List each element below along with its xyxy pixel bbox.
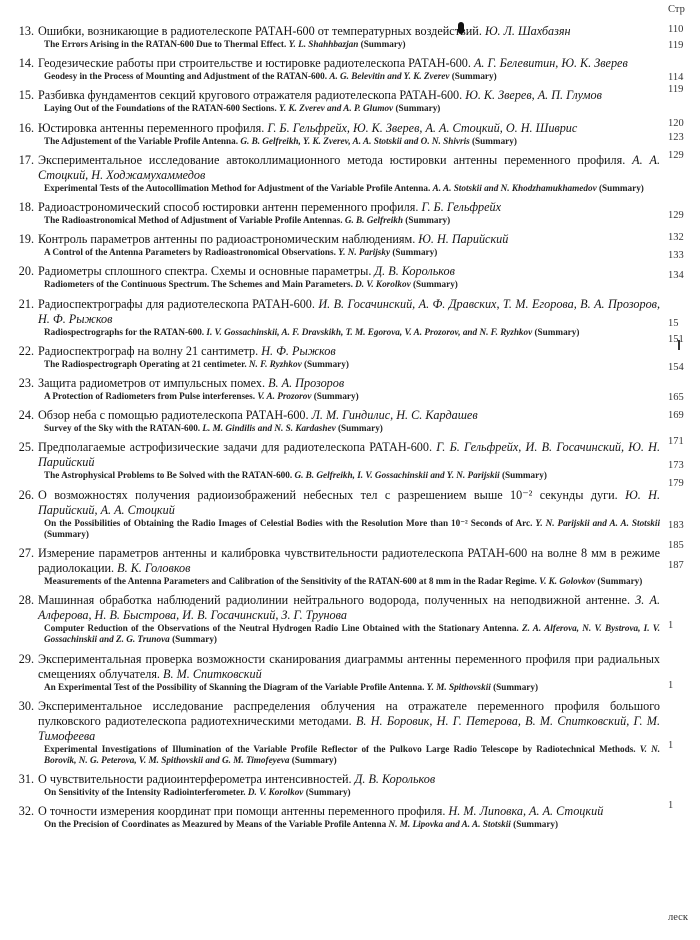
- entry-number: 19.: [18, 232, 34, 247]
- bibliography-entry: [10, 804, 660, 830]
- entry-body: [38, 440, 660, 481]
- bibliography-entry: [10, 56, 660, 82]
- entry-number: 22.: [18, 343, 34, 358]
- summary-label: (Summary): [598, 182, 644, 193]
- russian-title: Радиоспектрографы для радиотелескопа РАТАН-600.: [38, 296, 315, 311]
- entry-number: 24.: [18, 408, 34, 423]
- russian-authors: Н. Ф. Рыжков: [261, 343, 336, 358]
- entry-body: [38, 24, 660, 50]
- summary-label: (Summary): [337, 423, 383, 434]
- russian-title: Машинная обработка наблюдений радиолинии нейтрального водорода, полученных на неподвижной антенне.: [38, 593, 630, 608]
- margin-fragment: 165: [668, 392, 684, 403]
- entry-body: [38, 546, 660, 587]
- english-title: Geodesy in the Process of Mounting and Adjustment of the RATAN-600.: [44, 71, 328, 82]
- english-authors: Y. N. Parijskii and A. A. Stotskii: [535, 517, 661, 528]
- margin-fragment: Стр: [668, 4, 685, 15]
- margin-fragment: 171: [668, 436, 684, 447]
- summary-label: (Summary): [405, 215, 451, 226]
- russian-title: Защита радиометров от импульсных помех.: [38, 376, 266, 391]
- english-title: The Astrophysical Problems to Be Solved with the RATAN-600.: [44, 470, 293, 481]
- bibliography-entry: [10, 593, 660, 645]
- margin-fragment: 187: [668, 560, 684, 571]
- margin-fragment: 119: [668, 84, 684, 95]
- entry-body: [38, 772, 660, 798]
- russian-authors: З. А. Алферова, Н. В. Быстрова, И. В. Госачинский, З. Г. Трунова: [38, 593, 660, 623]
- bibliography-entry: [10, 232, 660, 258]
- english-authors: V. N. Borovik, N. G. Peterova, V. M. Spithovskii and G. M. Timofeyeva: [44, 743, 661, 766]
- english-title: On the Possibilities of Obtaining the Radio Images of Celestial Bodies with the Resolution More than 10⁻² Seconds of Arc.: [44, 517, 533, 528]
- english-title-line: [44, 423, 660, 434]
- russian-title-line: [38, 344, 660, 359]
- margin-fragment: 1: [668, 620, 674, 631]
- russian-title: Ошибки, возникающие в радиотелескопе РАТАН-600 от температурных воздействий.: [38, 24, 482, 38]
- entry-number: 18.: [18, 200, 34, 215]
- english-title-line: [44, 71, 660, 82]
- summary-label: (Summary): [44, 528, 89, 539]
- entry-body: [38, 200, 660, 226]
- russian-authors: Н. М. Липовка, А. А. Стоцкий: [448, 804, 604, 819]
- margin-fragment: 110: [668, 24, 684, 35]
- english-title: Measurements of the Antenna Parameters and Calibration of the Sensitivity of the RATAN-600 at 8 mm in the Radar Regime.: [44, 576, 537, 587]
- russian-title: О возможностях получения радиоизображений небесных тел с разрешением выше 10⁻² секунды дуги.: [38, 487, 618, 502]
- margin-fragment: 15: [668, 318, 679, 329]
- russian-title: Экспериментальная проверка возможности сканирования диаграммы антенны переменного профиля при радиальных смещениях облучателя.: [38, 651, 660, 681]
- margin-fragment: 179: [668, 478, 684, 489]
- english-title: The Adjustement of the Variable Profile Antenna.: [44, 135, 239, 146]
- bibliography-entry: [10, 24, 660, 50]
- entry-body: [38, 121, 660, 147]
- bibliography-entry: [10, 200, 660, 226]
- english-title-line: [44, 39, 660, 50]
- bibliography-entry: [10, 408, 660, 434]
- entry-body: [38, 652, 660, 693]
- russian-title: Предполагаемые астрофизические задачи для радиотелескопа РАТАН-600.: [38, 440, 433, 455]
- entry-body: [38, 344, 660, 370]
- margin-fragment: 133: [668, 250, 684, 261]
- english-title-line: [44, 391, 660, 402]
- margin-fragment: 134: [668, 270, 684, 281]
- margin-fragment: 151: [668, 334, 684, 345]
- entry-number: 23.: [18, 376, 34, 391]
- summary-label: (Summary): [303, 358, 349, 369]
- entry-number: 27.: [18, 546, 34, 561]
- english-title: Computer Reduction of the Observations of the Neutral Hydrogen Radio Line Obtained with the Stationary Antenna.: [44, 623, 519, 634]
- margin-fragment: 119: [668, 40, 684, 51]
- entry-body: [38, 56, 660, 82]
- english-authors: L. M. Gindilis and N. S. Kardashev: [202, 423, 336, 434]
- russian-authors: Д. В. Корольков: [374, 264, 455, 279]
- margin-fragment: 154: [668, 362, 684, 373]
- english-title-line: [44, 136, 660, 147]
- russian-title-line: [38, 121, 660, 136]
- english-authors: Y. L. Shahhbazjan: [288, 39, 359, 49]
- bibliography-entry: [10, 546, 660, 587]
- russian-title: О чувствительности радиоинтерферометра интенсивностей.: [38, 772, 352, 787]
- english-authors: Y. N. Parijsky: [338, 247, 391, 258]
- russian-title-line: [38, 153, 660, 183]
- russian-title-line: [38, 699, 660, 744]
- english-title: An Experimental Test of the Possibility of Skanning the Diagram of the Variable Profile Antenna.: [44, 681, 425, 692]
- entry-number: 28.: [18, 593, 34, 608]
- english-authors: N. M. Lipovka and A. A. Stotskii: [388, 819, 511, 830]
- summary-label: (Summary): [395, 103, 441, 114]
- english-title-line: [44, 576, 660, 587]
- summary-label: (Summary): [392, 247, 438, 258]
- english-title: A Control of the Antenna Parameters by Radioastronomical Observations.: [44, 247, 336, 258]
- margin-fragment: 132: [668, 232, 684, 243]
- english-title-line: [44, 819, 660, 830]
- bibliography-entry: [10, 297, 660, 338]
- english-authors: A. G. Belevitin and Y. K. Zverev: [329, 71, 450, 82]
- russian-authors: А. Г. Белевитин, Ю. К. Зверев: [473, 56, 628, 71]
- entry-number: 31.: [18, 772, 34, 787]
- margin-fragment: 123: [668, 132, 684, 143]
- russian-title: О точности измерения координат при помощи антенны переменного профиля.: [38, 804, 446, 819]
- margin-fragment: 114: [668, 72, 684, 83]
- entry-number: 15.: [18, 88, 34, 103]
- russian-title-line: [38, 88, 660, 103]
- russian-title: Экспериментальное исследование распределения облучения на отражателе переменного профиля большого пулковского радиотелескопа радиотехническими методами.: [38, 698, 660, 728]
- bibliography-entry: [10, 488, 660, 540]
- russian-title-line: [38, 772, 660, 787]
- english-title-line: [44, 787, 660, 798]
- entry-number: 16.: [18, 120, 34, 135]
- english-authors: G. B. Gelfreikh, Y. K. Zverev, A. A. Stotskii and O. N. Shivris: [240, 135, 470, 146]
- margin-fragment: 1: [668, 680, 674, 691]
- english-authors: V. K. Golovkov: [539, 576, 596, 587]
- english-authors: Y. M. Spithovskii: [426, 681, 491, 692]
- entry-body: [38, 297, 660, 338]
- russian-title-line: [38, 376, 660, 391]
- russian-authors: В. Н. Боровик, Н. Г. Петерова, В. М. Спитковский, Г. М. Тимофеева: [38, 713, 660, 743]
- english-title: The Radioastronomical Method of Adjustment of Variable Profile Antennas.: [44, 215, 343, 226]
- entry-number: 26.: [18, 487, 34, 502]
- bibliography-entry: [10, 264, 660, 290]
- english-authors: Z. A. Alferova, N. V. Bystrova, I. V. Gossachinskii and Z. G. Trunova: [44, 623, 660, 645]
- entry-number: 14.: [18, 56, 34, 71]
- summary-label: (Summary): [305, 787, 351, 798]
- russian-title: Радиоспектрограф на волну 21 сантиметр.: [38, 343, 259, 358]
- english-title-line: [44, 744, 660, 766]
- russian-title: Экспериментальное исследование автоколлимационного метода юстировки антенны переменного профиля.: [38, 152, 626, 167]
- margin-fragment: 1: [668, 800, 674, 811]
- english-title-line: [44, 518, 660, 540]
- entry-number: 21.: [18, 296, 34, 311]
- entry-body: [38, 153, 660, 194]
- entry-body: [38, 593, 660, 645]
- english-title-line: [44, 682, 660, 693]
- russian-title-line: [38, 56, 660, 71]
- entry-body: [38, 232, 660, 258]
- entry-body: [38, 88, 660, 114]
- entry-body: [38, 376, 660, 402]
- bibliography-entry: [10, 772, 660, 798]
- english-authors: Y. K. Zverev and A. P. Glumov: [278, 103, 394, 114]
- russian-title: Геодезические работы при строительстве и юстировке радиотелескопа РАТАН-600.: [38, 56, 471, 71]
- english-title-line: [44, 103, 660, 114]
- russian-title: Контроль параметров антенны по радиоастрономическим наблюдениям.: [38, 232, 416, 247]
- english-title: The Errors Arising in the RATAN-600 Due to Thermal Effect.: [44, 39, 287, 49]
- russian-authors: Д. В. Корольков: [354, 772, 436, 787]
- english-title-line: [44, 215, 660, 226]
- english-title: Experimental Investigations of Illumination of the Variable Profile Reflector of the Pulkovo Large Radio Telescope by Radiotechnical Methods.: [44, 743, 636, 754]
- english-title: On the Precision of Coordinates as Meazured by Means of the Variable Profile Antenna: [44, 819, 387, 830]
- russian-title-line: [38, 264, 660, 279]
- russian-title-line: [38, 593, 660, 623]
- russian-authors: В. А. Прозоров: [268, 376, 345, 391]
- english-title: Radiometers of the Continuous Spectrum. The Schemes and Main Parameters.: [44, 279, 353, 290]
- russian-title-line: [38, 652, 660, 682]
- russian-title-line: [38, 232, 660, 247]
- entry-number: 30.: [18, 698, 34, 713]
- margin-fragment: 183: [668, 520, 684, 531]
- russian-title-line: [38, 24, 660, 39]
- russian-title-line: [38, 804, 660, 819]
- margin-fragment: леск: [668, 912, 688, 923]
- margin-fragment: 120: [668, 118, 684, 129]
- summary-label: (Summary): [597, 576, 643, 587]
- summary-label: (Summary): [472, 135, 517, 146]
- russian-authors: В. К. Головков: [117, 561, 191, 576]
- russian-title: Радиометры сплошного спектра. Схемы и основные параметры.: [38, 264, 372, 279]
- russian-authors: Ю. К. Зверев, А. П. Глумов: [465, 88, 602, 103]
- russian-authors: Л. М. Гиндилис, Н. С. Кардашев: [311, 408, 478, 423]
- entry-number: 29.: [18, 651, 34, 666]
- english-authors: G. B. Gelfreikh: [344, 215, 403, 226]
- english-title-line: [44, 359, 660, 370]
- english-title: Survey of the Sky with the RATAN-600.: [44, 423, 201, 434]
- summary-label: (Summary): [493, 681, 539, 692]
- bibliography-entry: [10, 88, 660, 114]
- english-title-line: [44, 279, 660, 290]
- entry-body: [38, 699, 660, 766]
- russian-authors: Ю. Л. Шахбазян: [484, 24, 571, 38]
- english-title: Radiospectrographs for the RATAN-600.: [44, 326, 205, 337]
- russian-title: Измерение параметров антенны и калибровка чувствительности радиотелескопа РАТАН-600 на волне 8 мм в режиме радиолокации.: [38, 546, 660, 576]
- russian-authors: И. В. Госачинский, А. Ф. Дравских, Т. М. Егорова, В. А. Прозоров, Н. Ф. Рыжков: [38, 296, 660, 326]
- english-authors: D. V. Korolkov: [247, 787, 304, 798]
- russian-title-line: [38, 440, 660, 470]
- english-title-line: [44, 470, 660, 481]
- russian-title-line: [38, 488, 660, 518]
- english-title: On Sensitivity of the Intensity Radiointerferometer.: [44, 787, 246, 798]
- russian-title-line: [38, 297, 660, 327]
- russian-title-line: [38, 200, 660, 215]
- bibliography-entry: [10, 440, 660, 481]
- entry-body: [38, 804, 660, 830]
- entry-body: [38, 488, 660, 540]
- summary-label: (Summary): [501, 470, 547, 481]
- margin-fragment: 1: [668, 740, 674, 751]
- entry-number: 20.: [18, 264, 34, 279]
- entry-number: 13.: [18, 24, 34, 38]
- russian-authors: Г. Б. Гельфрейх, И. В. Госачинский, Ю. Н. Парийский: [38, 440, 661, 470]
- summary-label: (Summary): [313, 391, 359, 402]
- russian-authors: А. А. Стоцкий, Н. Ходжамухаммедов: [38, 152, 660, 182]
- english-authors: V. A. Prozorov: [257, 391, 312, 402]
- english-title: Experimental Tests of the Autocollimation Method for Adjustment of the Variable Profile Antenna.: [44, 182, 431, 193]
- entry-number: 17.: [18, 152, 34, 167]
- english-authors: A. A. Stotskii and N. Khodzhamukhamedov: [432, 182, 597, 193]
- summary-label: (Summary): [451, 71, 497, 82]
- russian-title: Радиоастрономический способ юстировки антенн переменного профиля.: [38, 200, 419, 215]
- bibliography-entry: [10, 344, 660, 370]
- entry-number: 25.: [18, 440, 34, 455]
- bibliography-entry: [10, 121, 660, 147]
- english-title-line: [44, 327, 660, 338]
- english-title: Laying Out of the Foundations of the RATAN-600 Sections.: [44, 103, 277, 114]
- bibliography-entry: [10, 376, 660, 402]
- russian-authors: Г. Б. Гельфрейх: [421, 200, 502, 215]
- english-title-line: [44, 183, 660, 194]
- summary-label: (Summary): [534, 326, 580, 337]
- russian-authors: В. М. Спитковский: [163, 666, 262, 681]
- english-title-line: [44, 247, 660, 258]
- russian-authors: Ю. Н. Парийский, А. А. Стоцкий: [38, 487, 661, 517]
- english-authors: I. V. Gossachinskii, A. F. Dravskikh, T. M. Egorova, V. A. Prozorov, and N. F. Ryzhkov: [206, 326, 533, 337]
- english-title: A Protection of Radiometers from Pulse interferenses.: [44, 391, 256, 402]
- english-authors: G. B. Gelfreikh, I. V. Gossachinskii and Y. N. Parijskii: [294, 470, 500, 481]
- entry-body: [38, 408, 660, 434]
- entry-number: 32.: [18, 804, 34, 819]
- bibliography-entry: [10, 652, 660, 693]
- right-margin-fragments: [666, 0, 700, 940]
- russian-title: Юстировка антенны переменного профиля.: [38, 120, 265, 135]
- russian-authors: Г. Б. Гельфрейх, Ю. К. Зверев, А. А. Стоцкий, О. Н. Шиврис: [267, 120, 578, 135]
- russian-title-line: [38, 546, 660, 576]
- entries-list: [10, 24, 660, 837]
- summary-label: (Summary): [412, 279, 458, 290]
- russian-authors: Ю. Н. Парийский: [418, 232, 509, 247]
- margin-fragment: 129: [668, 210, 684, 221]
- summary-label: (Summary): [172, 634, 217, 645]
- margin-fragment: 173: [668, 460, 684, 471]
- russian-title-line: [38, 408, 660, 423]
- russian-title: Обзор неба с помощью радиотелескопа РАТАН-600.: [38, 408, 309, 423]
- summary-label: (Summary): [360, 39, 406, 49]
- entry-body: [38, 264, 660, 290]
- bibliography-entry: [10, 153, 660, 194]
- margin-fragment: 169: [668, 410, 684, 421]
- summary-label: (Summary): [513, 819, 559, 830]
- margin-fragment: 129: [668, 150, 684, 161]
- english-title: The Radiospectrograph Operating at 21 centimeter.: [44, 358, 247, 369]
- english-authors: N. F. Ryzhkov: [248, 358, 302, 369]
- summary-label: (Summary): [291, 755, 337, 766]
- russian-title: Разбивка фундаментов секций кругового отражателя радиотелескопа РАТАН-600.: [38, 88, 463, 103]
- margin-fragment: 185: [668, 540, 684, 551]
- english-authors: D. V. Korolkov: [355, 279, 411, 290]
- bibliography-entry: [10, 699, 660, 766]
- english-title-line: [44, 623, 660, 645]
